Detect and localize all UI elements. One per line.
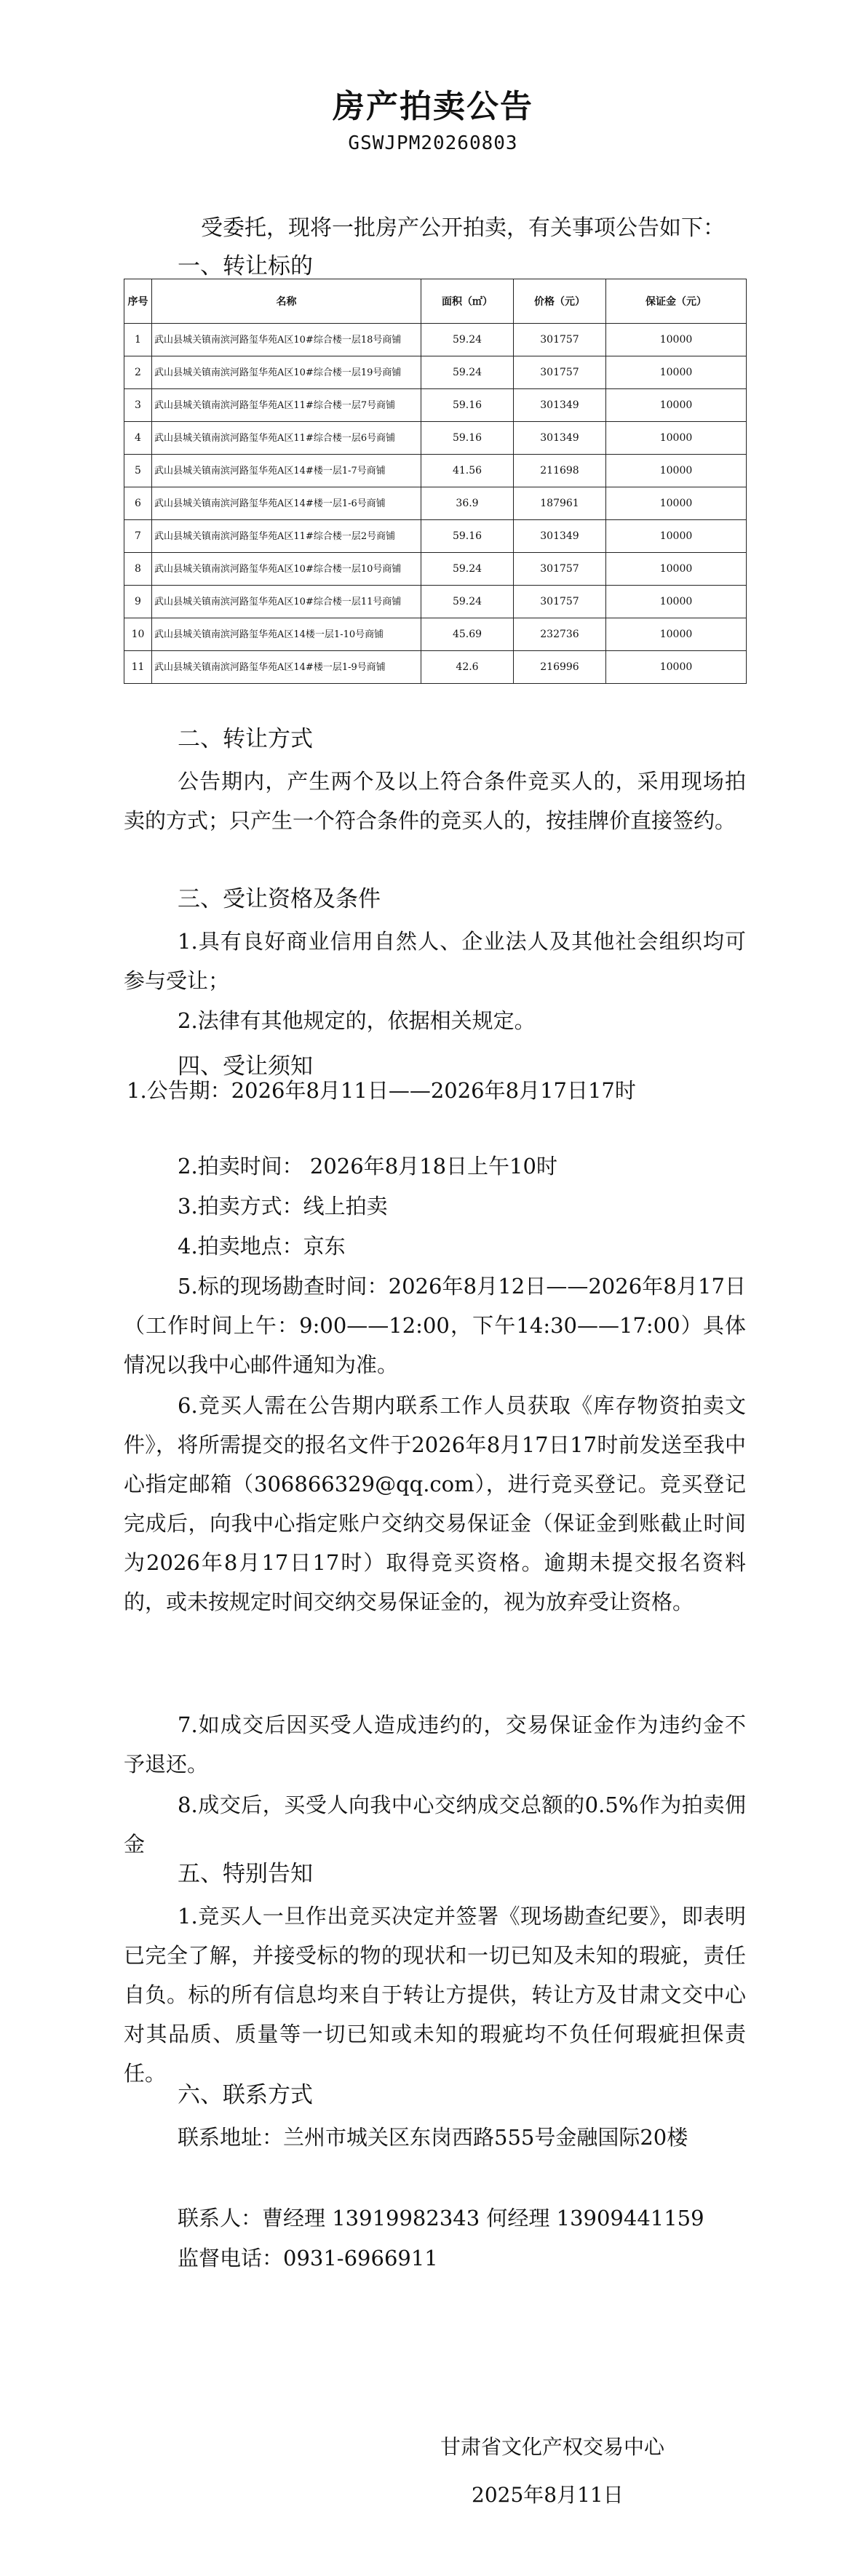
cell-index: 7 — [124, 520, 152, 553]
cell-deposit: 10000 — [606, 356, 747, 389]
cell-name: 武山县城关镇南滨河路玺华苑A区10#综合楼一层11号商铺 — [152, 586, 421, 618]
col-header-area: 面积（㎡） — [421, 279, 514, 324]
special-item-1: 1.竞买人一旦作出竞买决定并签署《现场勘查纪要》，即表明已完全了解，并接受标的物的现状和一切已知及未知的瑕疵，责任自负。标的所有信息均来自于转让方提供，转让方及甘肃文交中心对其品质、质量等一切已知或未知的瑕疵均不负任何瑕疵担保责任。 — [124, 1904, 746, 2086]
intro-text: 受委托，现将一批房产公开拍卖，有关事项公告如下： — [201, 215, 725, 241]
section-heading-subject: 一、转让标的 — [178, 253, 313, 279]
cell-deposit: 10000 — [606, 455, 747, 487]
cell-area: 59.24 — [421, 553, 514, 586]
qualification-item-1: 1.具有良好商业信用自然人、企业法人及其他社会组织均可参与受让； — [124, 929, 746, 993]
notice-item-8: 8.成交后，买受人向我中心交纳成交总额的0.5%作为拍卖佣金 — [124, 1793, 746, 1857]
cell-area: 45.69 — [421, 618, 514, 651]
cell-area: 59.16 — [421, 389, 514, 422]
cell-price: 301757 — [514, 586, 606, 618]
cell-price: 301349 — [514, 422, 606, 455]
notice-item-1: 1.公告期：2026年8月11日——2026年8月17日17时 — [127, 1078, 636, 1103]
notice-item-2: 2.拍卖时间： 2026年8月18日上午10时 — [178, 1154, 557, 1179]
col-header-price: 价格（元） — [514, 279, 606, 324]
cell-name: 武山县城关镇南滨河路玺华苑A区10#综合楼一层10号商铺 — [152, 553, 421, 586]
col-header-index: 序号 — [124, 279, 152, 324]
table-row — [124, 586, 747, 618]
cell-area: 41.56 — [421, 455, 514, 487]
cell-area: 59.24 — [421, 586, 514, 618]
table-row — [124, 651, 747, 684]
contact-people: 联系人：曹经理 13919982343 何经理 13909441159 — [178, 2206, 704, 2230]
cell-deposit: 10000 — [606, 422, 747, 455]
cell-name: 武山县城关镇南滨河路玺华苑A区14#楼一层1-9号商铺 — [152, 651, 421, 684]
cell-area: 36.9 — [421, 487, 514, 520]
cell-deposit: 10000 — [606, 553, 747, 586]
table-row — [124, 455, 747, 487]
notice-item-4: 4.拍卖地点：京东 — [178, 1234, 346, 1259]
cell-price: 301349 — [514, 520, 606, 553]
table-row — [124, 618, 747, 651]
notice-item-3: 3.拍卖方式：线上拍卖 — [178, 1194, 388, 1219]
cell-index: 10 — [124, 618, 152, 651]
property-table — [124, 279, 747, 684]
cell-name: 武山县城关镇南滨河路玺华苑A区10#综合楼一层18号商铺 — [152, 324, 421, 356]
cell-deposit: 10000 — [606, 618, 747, 651]
page-title: 房产拍卖公告 — [333, 88, 533, 125]
col-header-deposit: 保证金（元） — [606, 279, 747, 324]
cell-deposit: 10000 — [606, 324, 747, 356]
cell-index: 2 — [124, 356, 152, 389]
section-heading-special: 五、特别告知 — [178, 1861, 313, 1887]
section-heading-contact: 六、联系方式 — [178, 2082, 313, 2108]
issuer-organization: 甘肃省文化产权交易中心 — [440, 2435, 665, 2459]
table-row — [124, 520, 747, 553]
cell-index: 8 — [124, 553, 152, 586]
cell-deposit: 10000 — [606, 389, 747, 422]
cell-name: 武山县城关镇南滨河路玺华苑A区11#综合楼一层7号商铺 — [152, 389, 421, 422]
issue-date: 2025年8月11日 — [472, 2483, 624, 2507]
table-row — [124, 487, 747, 520]
cell-price: 301349 — [514, 389, 606, 422]
cell-name: 武山县城关镇南滨河路玺华苑A区11#综合楼一层6号商铺 — [152, 422, 421, 455]
cell-index: 11 — [124, 651, 152, 684]
cell-index: 1 — [124, 324, 152, 356]
notice-item-5: 5.标的现场勘查时间：2026年8月12日——2026年8月17日（工作时间上午：9:00——12:00，下午14:30——17:00）具体情况以我中心邮件通知为准。 — [124, 1274, 746, 1377]
cell-area: 59.16 — [421, 520, 514, 553]
cell-price: 301757 — [514, 324, 606, 356]
cell-price: 187961 — [514, 487, 606, 520]
contact-address: 联系地址：兰州市城关区东岗西路555号金融国际20楼 — [178, 2125, 688, 2150]
section-heading-qualification: 三、受让资格及条件 — [178, 886, 381, 912]
cell-area: 59.24 — [421, 356, 514, 389]
cell-index: 9 — [124, 586, 152, 618]
cell-name: 武山县城关镇南滨河路玺华苑A区14#楼一层1-7号商铺 — [152, 455, 421, 487]
cell-price: 211698 — [514, 455, 606, 487]
cell-index: 4 — [124, 422, 152, 455]
cell-area: 59.16 — [421, 422, 514, 455]
cell-name: 武山县城关镇南滨河路玺华苑A区11#综合楼一层2号商铺 — [152, 520, 421, 553]
table-row — [124, 553, 747, 586]
notice-item-6: 6.竞买人需在公告期内联系工作人员获取《库存物资拍卖文件》，将所需提交的报名文件于2026年8月17日17时前发送至我中心指定邮箱（306866329@qq.com），进行竞买登记。竞买登记完成后，向我中心指定账户交纳交易保证金（保证金到账截止时间为2026年8月17日17时）取得竞买资格。逾期未提交报名资料的，或未按规定时间交纳交易保证金的，视为放弃受让资格。 — [124, 1393, 746, 1614]
cell-index: 5 — [124, 455, 152, 487]
cell-price: 216996 — [514, 651, 606, 684]
notice-item-7: 7.如成交后因买受人造成违约的，交易保证金作为违约金不予退还。 — [124, 1712, 746, 1777]
table-row — [124, 389, 747, 422]
table-row — [124, 324, 747, 356]
cell-name: 武山县城关镇南滨河路玺华苑A区14#楼一层1-6号商铺 — [152, 487, 421, 520]
cell-index: 6 — [124, 487, 152, 520]
section-heading-method: 二、转让方式 — [178, 726, 313, 752]
cell-price: 232736 — [514, 618, 606, 651]
supervision-phone: 监督电话：0931-6966911 — [178, 2246, 438, 2270]
cell-price: 301757 — [514, 553, 606, 586]
table-row — [124, 356, 747, 389]
method-paragraph: 公告期内，产生两个及以上符合条件竞买人的，采用现场拍卖的方式；只产生一个符合条件的竞买人的，按挂牌价直接签约。 — [124, 769, 746, 833]
cell-deposit: 10000 — [606, 586, 747, 618]
qualification-item-2: 2.法律有其他规定的，依据相关规定。 — [178, 1008, 536, 1033]
col-header-name: 名称 — [152, 279, 421, 324]
cell-area: 42.6 — [421, 651, 514, 684]
section-heading-notice: 四、受让须知 — [178, 1053, 313, 1080]
table-header-row — [124, 279, 747, 324]
cell-price: 301757 — [514, 356, 606, 389]
cell-name: 武山县城关镇南滨河路玺华苑A区10#综合楼一层19号商铺 — [152, 356, 421, 389]
document-code: GSWJPM20260803 — [348, 132, 518, 154]
cell-index: 3 — [124, 389, 152, 422]
cell-name: 武山县城关镇南滨河路玺华苑A区14楼一层1-10号商铺 — [152, 618, 421, 651]
cell-deposit: 10000 — [606, 520, 747, 553]
table-row — [124, 422, 747, 455]
cell-deposit: 10000 — [606, 651, 747, 684]
cell-area: 59.24 — [421, 324, 514, 356]
cell-deposit: 10000 — [606, 487, 747, 520]
